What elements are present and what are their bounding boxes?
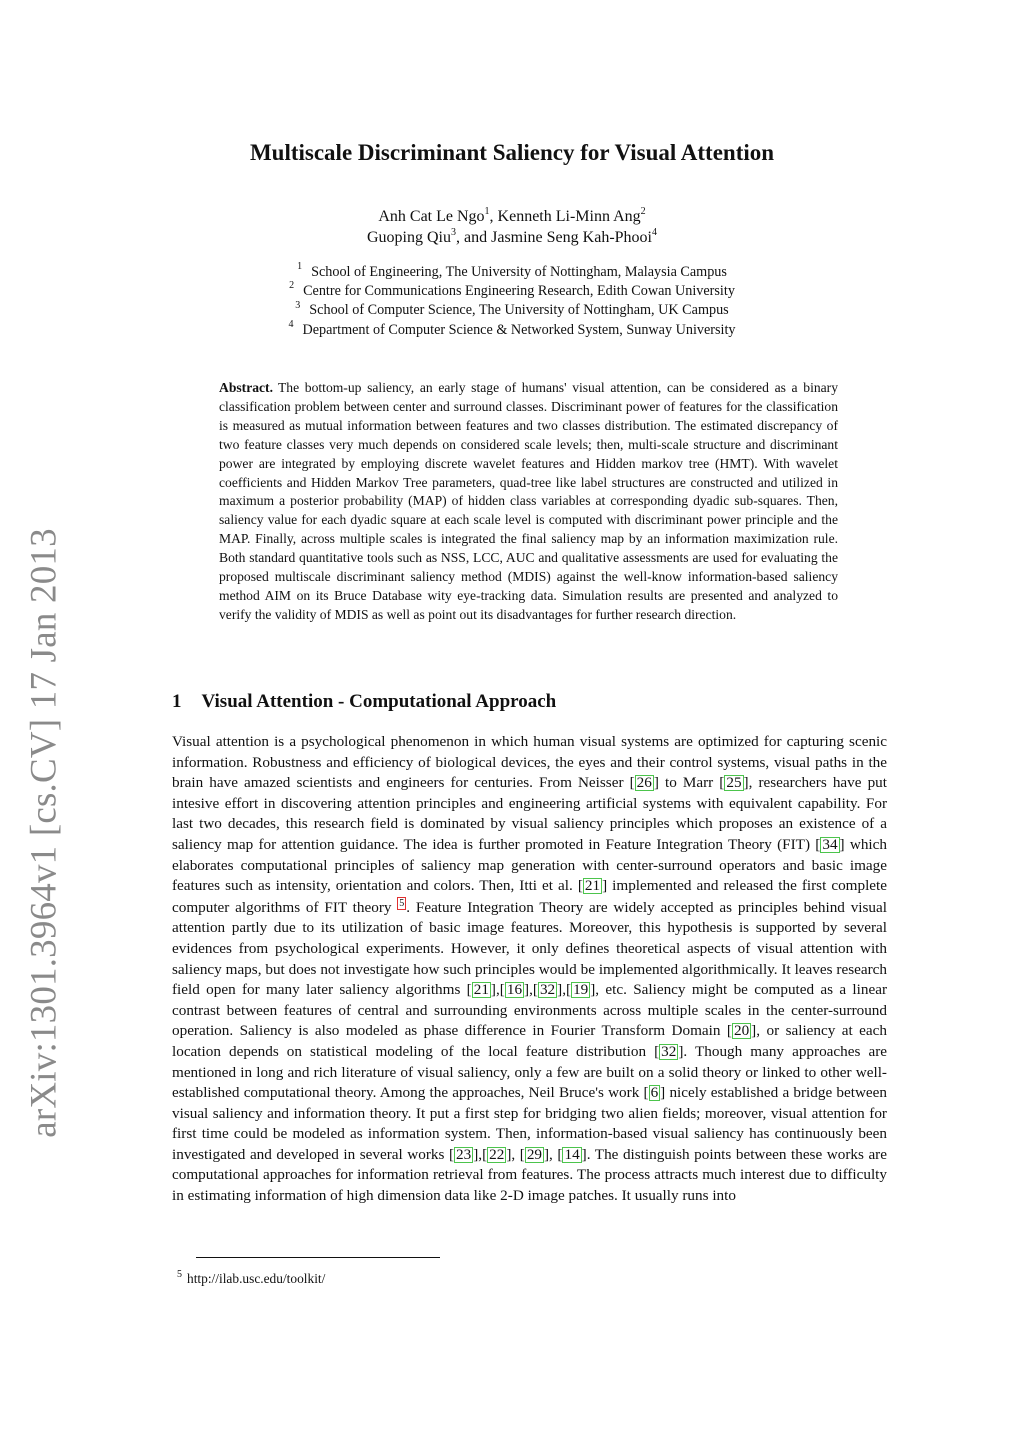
author-name: Guoping Qiu	[367, 229, 451, 246]
affiliation-text: School of Computer Science, The University of Nottingham, UK Campus	[309, 302, 729, 319]
citation-link[interactable]: 19	[573, 981, 589, 999]
paper-title: Multiscale Discriminant Saliency for Visual Attention	[249, 140, 775, 165]
author-line-1	[0, 206, 1024, 227]
author-name: Kenneth Li-Minn Ang	[497, 208, 641, 225]
citation-link[interactable]: 29	[526, 1145, 542, 1163]
body-text: ], etc. Saliency might be computed as a linear contrast between features of central and surrounding environments across multiple scales in the center-surround operation. Saliency is also modeled as phase difference in Fourier Transform Domain [	[172, 981, 888, 1040]
citation-link[interactable]: 22	[489, 1145, 505, 1163]
author-separator: ,	[489, 208, 498, 225]
citation-link[interactable]: 26	[636, 774, 652, 792]
citation-link[interactable]: 16	[506, 981, 523, 999]
abstract-label: Abstract.	[219, 380, 273, 395]
affiliation-text: Centre for Communications Engineering Research, Edith Cowan University	[303, 283, 735, 300]
citation-link[interactable]: 32	[539, 981, 556, 999]
affiliation-text: Department of Computer Science & Networked System, Sunway University	[302, 321, 736, 338]
citation-link[interactable]: 32	[661, 1042, 677, 1060]
affiliation	[0, 318, 1024, 340]
body-text: ] nicely established a bridge between visual saliency and information theory. It put a first step for bridging two alien fields; moreover, visual attention for first time could be modeled as information system. Then, information-based visual saliency has continuously been investigated and developed in several works [	[172, 1084, 888, 1163]
section-title: Visual Attention - Computational Approach	[201, 691, 557, 712]
body-text: ] to Marr [	[653, 774, 725, 792]
citation-link[interactable]: 6	[650, 1084, 659, 1102]
affiliation	[0, 263, 1024, 282]
section-number: 1	[172, 691, 182, 712]
body-text: Visual attention is a psychological phenomenon in which human visual systems are optimized for capturing scenic information. Robustness and efficiency of biological devices, the eyes and their control systems, visual paths in the brain have amazed scientists and engineers for centuries. From Neisser [	[172, 733, 887, 792]
author-separator: , and	[456, 229, 492, 246]
body-text: ],[	[524, 981, 538, 999]
citation-link[interactable]: 21	[584, 877, 601, 895]
body-text: ], [	[544, 1145, 563, 1163]
arxiv-side-stamp: arXiv:1301.3964v1 [cs.CV] 17 Jan 2013	[23, 528, 65, 1138]
citation-link[interactable]: 20	[733, 1022, 750, 1040]
author-mark: 2	[640, 205, 646, 217]
author-name: Anh Cat Le Ngo	[378, 208, 485, 225]
affiliation-mark: 4	[288, 318, 294, 330]
author-mark: 3	[451, 226, 456, 238]
body-text: . Feature Integration Theory are widely accepted as principles behind visual attention partly due to its utilization of basic image features. Moreover, this hypothesis is supported by several evidences from psychological experiments. However, it only defines theoretical aspects of visual attention with saliency maps, but does not investigate how such principles would be implemented algorithmically. It leaves research field open for many later saliency algorithms [	[172, 898, 887, 999]
affiliation	[0, 282, 1024, 301]
citation-link[interactable]: 23	[456, 1145, 472, 1163]
affiliation	[0, 301, 1024, 320]
affiliation-text: School of Engineering, The University of Nottingham, Malaysia Campus	[311, 264, 727, 280]
author-name: Jasmine Seng Kah-Phooi	[491, 229, 652, 246]
affiliation-list	[0, 263, 1024, 340]
author-mark: 1	[484, 205, 490, 217]
body-text: ] implemented and released the first complete computer algorithms of FIT theory	[172, 877, 887, 916]
footnote-rule	[196, 1257, 440, 1258]
body-text: ], researchers have put intesive effort in discovering attention principles and engineering artificial systems with equivalent capability. For last two decades, this research field is dominated by visual saliency principles which proposes an existence of a saliency map for attention guidance. The idea is further promoted in Feature Integration Theory (FIT) [	[172, 774, 887, 853]
affiliation-mark: 3	[295, 299, 301, 311]
citation-link[interactable]: 21	[473, 981, 489, 999]
body-text: ] which elaborates computational principles of saliency map generation with center-surround operators and basic image features such as intensity, orientation and colors. Then, Itti et al. [	[172, 835, 887, 895]
citation-link[interactable]: 25	[726, 774, 742, 792]
body-text: ],[	[473, 1145, 488, 1163]
footnote-ref-link[interactable]: 5	[399, 897, 405, 909]
body-text: ],[	[557, 981, 572, 999]
body-text: ],[	[490, 981, 505, 999]
citation-link[interactable]: 34	[822, 835, 838, 853]
affiliation-mark: 1	[297, 261, 303, 273]
author-mark: 4	[651, 226, 657, 238]
footnote-url[interactable]: http://ilab.usc.edu/toolkit/	[187, 1271, 326, 1286]
citation-link[interactable]: 14	[564, 1145, 580, 1163]
abstract	[219, 379, 838, 625]
author-line-2	[0, 227, 1024, 248]
footnote-mark: 5	[177, 1268, 182, 1280]
body-text: ], or saliency at each location depends on statistical modeling of the local feature distribution [	[172, 1022, 887, 1060]
affiliation-mark: 2	[289, 280, 295, 292]
section-heading	[172, 691, 556, 713]
body-text: ]. The distinguish points between these works are computational approaches for information retrieval from features. The process attracts much interest due to difficulty in estimating information of high dimension data like 2-D image patches. It usually runs into	[172, 1145, 887, 1205]
footnote	[177, 1268, 326, 1287]
author-block	[0, 206, 1024, 248]
body-text: ], [	[506, 1145, 525, 1163]
section-body	[172, 732, 887, 1207]
body-text: ]. Though many approaches are mentioned in long and rich literature of visual saliency, only a few are built on a solid theory or linked to other well-established computational theory. Among the approaches, Neil Bruce's work [	[172, 1042, 887, 1102]
abstract-text: The bottom-up saliency, an early stage of humans' visual attention, can be considered as a binary classification problem between center and surround classes. Discriminant power of features for the classification is measured as mutual information between features and two classes distribution. The estimated discrepancy of two feature classes very much depends on considered scale levels; then, multi-scale structure and discriminant power are integrated by employing discrete wavelet features and Hidden markov tree (HMT). With wavelet coefficients and Hidden Markov Tree parameters, quad-tree like label structures are constructed and utilized in maximum a posterior probability (MAP) of hidden class variables at corresponding dyadic sub-squares. Then, saliency value for each dyadic square at each scale level is computed with discriminant power principle and the MAP. Finally, across multiple scales is integrated the final saliency map by an information maximization rule. Both standard quantitative tools such as NSS, LCC, AUC and qualitative assessments are used for evaluating the proposed multiscale discriminant saliency method (MDIS) against the well-know information-based saliency method AIM on its Bruce Database wity eye-tracking data. Simulation results are presented and analyzed to verify the validity of MDIS as well as point out its disadvantages for further research direction.	[219, 380, 838, 622]
